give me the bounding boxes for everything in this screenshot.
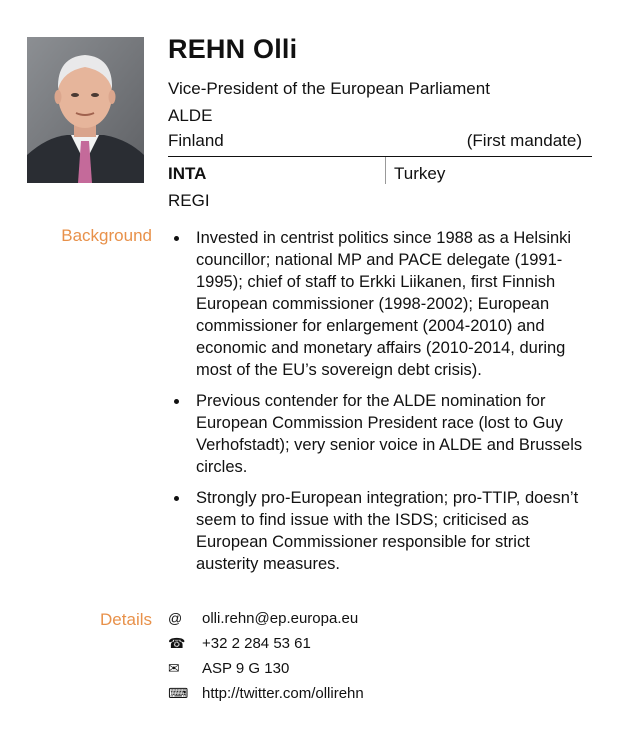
committee-main: INTA bbox=[168, 164, 207, 183]
mep-name: REHN Olli bbox=[168, 34, 298, 64]
profile-photo bbox=[27, 37, 144, 183]
country: Finland bbox=[168, 131, 224, 150]
role-title: Vice-President of the European Parliament bbox=[168, 79, 490, 98]
background-item bbox=[196, 487, 596, 575]
at-icon: @ bbox=[168, 610, 183, 626]
divider-line bbox=[168, 156, 592, 157]
phone-icon: ☎ bbox=[168, 635, 186, 651]
bullet-dot bbox=[174, 496, 179, 501]
portrait-image bbox=[27, 37, 144, 183]
background-item bbox=[196, 227, 596, 381]
background-item-text: Previous contender for the ALDE nomination for European Commission President race (lost to Guy Verhofstadt); very senior voice in ALDE and Brussels circles. bbox=[196, 392, 583, 476]
envelope-icon: ✉ bbox=[168, 660, 180, 676]
phone-text[interactable]: +32 2 284 53 61 bbox=[202, 635, 311, 652]
background-item-text: Strongly pro-European integration; pro-TTIP, doesn’t seem to find issue with the ISDS; criticised as European Commissioner responsible for strict austerity measures. bbox=[196, 489, 579, 573]
background-list bbox=[196, 227, 596, 584]
keyboard-icon: ⌨ bbox=[168, 685, 189, 701]
column-divider bbox=[385, 157, 386, 184]
background-item bbox=[196, 390, 596, 478]
background-item-text: Invested in centrist politics since 1988 as a Helsinki councillor; national MP and PACE delegate (1991-1995); chief of staff to Erkki Liikanen, first Finnish European commissioner (1998-2002); European commissioner for enlargement (2004-2010) and economic and monetary affairs (2010-2014, during most of the EU’s sovereign debt crisis). bbox=[196, 229, 572, 379]
background-label: Background bbox=[61, 226, 152, 245]
twitter-link[interactable]: http://twitter.com/ollirehn bbox=[202, 685, 364, 702]
bullet-dot bbox=[174, 399, 179, 404]
committee-topic: Turkey bbox=[394, 164, 446, 183]
bullet-dot bbox=[174, 236, 179, 241]
office-text: ASP 9 G 130 bbox=[202, 660, 290, 677]
political-group: ALDE bbox=[168, 106, 213, 125]
committee-second: REGI bbox=[168, 191, 210, 210]
email-text[interactable]: olli.rehn@ep.europa.eu bbox=[202, 610, 359, 627]
mandate-status: (First mandate) bbox=[466, 131, 582, 150]
details-label: Details bbox=[100, 610, 152, 629]
